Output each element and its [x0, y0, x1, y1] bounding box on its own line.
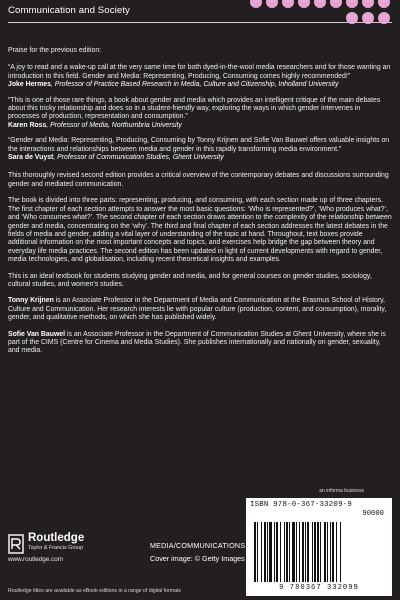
review-quote	[8, 64, 392, 89]
reviewer-role: , Professor of Practice Based Research in Media, Culture and Citizenship, Inholland University	[50, 81, 339, 89]
isbn-label: ISBN 978-0-367-33209-9	[250, 501, 352, 509]
barcode-bar	[307, 522, 309, 582]
author-name: Sofie Van Bauwel	[8, 330, 66, 338]
reviewer-role: , Professor of Communication Studies, Ghent University	[53, 154, 224, 162]
reviewer-name: Karen Ross	[8, 121, 47, 129]
quote-attribution	[8, 122, 392, 130]
barcode-bar	[261, 522, 262, 582]
circle-icon	[298, 0, 310, 8]
author-name: Tonny Krijnen	[8, 297, 54, 305]
circle-icon	[362, 0, 374, 8]
circle-icon	[314, 0, 326, 8]
praise-heading: Praise for the previous edition:	[8, 47, 102, 54]
reviewer-role: , Professor of Media, Northumbria University	[46, 121, 182, 129]
circle-icon	[362, 12, 374, 24]
reviewer-name: Joke Hermes	[8, 81, 51, 89]
barcode-number: 9 780367 332099	[279, 584, 359, 592]
barcode-bar	[332, 522, 334, 582]
quote-text: “A joy to read and a wake-up call at the very same time for both dyed-in-the-wool media researchers and for those wanting an introduction to this field. Gender and Media: Representing, Producing, Consuming comes highly recommended!”	[8, 64, 391, 80]
author-bio-text: is an Associate Professor in the Department of Communication Studies at Ghent University, where she is part of the CIMS (Centre for Cinema and Media Studies). She publishes internationally and nationally on gender, sexuality, and media.	[8, 330, 386, 355]
quote-attribution	[8, 154, 392, 162]
routledge-logo-icon	[8, 534, 24, 554]
description-paragraph: This is an ideal textbook for students studying gender and media, and for general courses on gender studies, sociology, cultural studies, and women’s studies.	[8, 272, 372, 288]
barcode-bar	[289, 522, 290, 582]
author-bio	[8, 331, 392, 356]
circle-icon	[378, 0, 390, 8]
series-header	[0, 0, 400, 31]
isbn-barcode	[246, 498, 392, 596]
ebook-note: Routledge titles are available as eBook editions in a range of digital formats	[8, 588, 182, 594]
quote-text: “This is one of those rare things, a book about gender and media which provides an intelligent critique of the main debates about this tricky relationship and does so in a student-friendly way, exploring the ways in which gender intervenes in processes of production, representation and consumption.”	[8, 96, 381, 121]
review-quote	[8, 137, 392, 162]
barcode-bar	[320, 522, 321, 582]
publisher-tag: an informa business	[319, 488, 364, 494]
publisher-url: www.routledge.com	[8, 556, 63, 563]
circle-icon	[266, 0, 278, 8]
barcode-bar	[267, 522, 268, 582]
barcode-bar	[302, 522, 304, 582]
author-bio	[8, 297, 392, 322]
barcode-bar	[314, 522, 316, 582]
back-cover-text	[8, 47, 392, 364]
series-title: Communication and Society	[8, 5, 130, 16]
barcode-bar	[330, 522, 331, 582]
review-quote	[8, 97, 392, 131]
barcode-bar	[324, 522, 326, 582]
quote-attribution	[8, 81, 392, 89]
circle-icon	[346, 12, 358, 24]
circle-icon	[378, 12, 390, 24]
barcode-bar	[312, 522, 313, 582]
logo-name: Routledge	[28, 532, 85, 544]
logo-subtitle: Taylor & Francis Group	[28, 545, 84, 551]
circle-icon	[330, 0, 342, 8]
barcode-bar	[254, 522, 256, 582]
barcode-bar	[274, 522, 275, 582]
barcode-bar	[292, 522, 295, 582]
circle-icon	[346, 0, 358, 8]
barcode-bar	[305, 522, 306, 582]
barcode-bars	[250, 522, 388, 582]
barcode-bar	[327, 522, 328, 582]
price-code: 90000	[362, 510, 384, 518]
reviewer-name: Sara de Vuyst	[8, 154, 54, 162]
subject-category: MEDIA/COMMUNICATIONS	[150, 541, 246, 550]
publisher-logo	[8, 532, 128, 564]
barcode-bar	[284, 522, 285, 582]
barcode-bar	[286, 522, 288, 582]
barcode-bar	[264, 522, 266, 582]
decorative-circles	[244, 0, 394, 31]
barcode-bar	[336, 522, 337, 582]
barcode-bar	[299, 522, 300, 582]
description-paragraph: This thoroughly revised second edition provides a critical overview of the contemporary debates and discussions surrounding gender and mediated communication.	[8, 172, 389, 188]
barcode-bar	[269, 522, 272, 582]
circle-icon	[282, 0, 294, 8]
circle-icon	[250, 0, 262, 8]
barcode-bar	[276, 522, 278, 582]
cover-credit: Cover image: © Getty Images	[150, 554, 245, 563]
barcode-bar	[296, 522, 297, 582]
author-bio-text: is an Associate Professor in the Department of Media and Communication at the Erasmus School of History, Culture and Communication. Her research interests lie with popular culture (production, content, and consumption), morality, gender, and qualitative methods, on which she has published widely.	[8, 297, 387, 322]
quote-text: “Gender and Media: Representing, Producing, Consuming by Tonny Krijnen and Sofie Van Bauwel offers valuable insights on the interactions and relationships between media and gender in this rapidly transforming media environment.”	[8, 137, 390, 153]
description-paragraph: The book is divided into three parts: representing, producing, and consuming, with each section made up of three chapters. The first chapter of each section attempts to answer the most basic questions: ‘Who is represented?’, ‘Who produces what?’, and ‘Who consumes what?’. The second chapter of each section draws attention to the complexity of the relationship between gender and media, concentrating on the ‘why’. The third and final chapter of each section addresses the latest debates in the fields of media and gender, adding a vital layer of understanding of the topic at hand. Throughout, text boxes provide additional information on the most important concepts and topics, and exercises help bridge the gap between theory and everyday life media practices. The second edition has been updated in light of current developments with regard to gender, media technologies, and globalisation, including recent theoretical insights and examples.	[8, 197, 392, 264]
barcode-bar	[317, 522, 319, 582]
barcode-bar	[257, 522, 258, 582]
barcode-bar	[340, 522, 341, 582]
back-cover-footer	[0, 480, 400, 600]
barcode-bar	[280, 522, 281, 582]
